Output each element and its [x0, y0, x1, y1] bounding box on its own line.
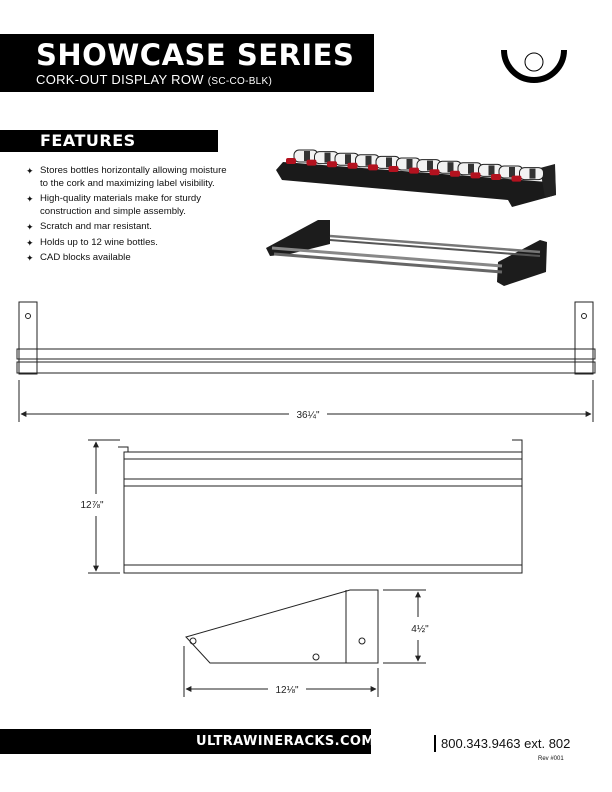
empty-rack-rail [330, 236, 540, 252]
top-view-rail [124, 452, 522, 459]
front-rail-bottom [17, 362, 595, 373]
mount-hole [26, 314, 31, 319]
page-title: SHOWCASE SERIES [36, 38, 355, 72]
feature-text-continued: to the cork and maximizing label visibility. [40, 177, 215, 189]
bottle-label [530, 169, 536, 179]
bottle-label [509, 167, 515, 177]
rack-with-bottles-image [276, 150, 556, 207]
bolt-hole [190, 638, 196, 644]
bullet-icon: ✦ [26, 222, 34, 232]
side-bracket-drawing [184, 590, 426, 697]
bottle-cork [471, 172, 481, 178]
bottle-cork [409, 168, 419, 174]
feature-text: Holds up to 12 wine bottles. [40, 236, 158, 248]
bottle-label [427, 161, 433, 171]
front-left-bracket [19, 302, 37, 374]
bottle-cork [389, 166, 399, 172]
front-rail-top [17, 349, 595, 359]
width-dimension-label: 36¼" [296, 410, 320, 421]
front-elevation-drawing [17, 302, 595, 422]
mount-hole [582, 314, 587, 319]
bottle-label [448, 162, 454, 172]
bullet-icon: ✦ [26, 253, 34, 263]
depth-dimension-label: 12⅞" [80, 500, 104, 511]
bottle-cork [491, 174, 501, 180]
feature-text: Scratch and mar resistant. [40, 221, 152, 232]
revision-label: Rev #001 [538, 756, 564, 762]
top-view-right-bracket [512, 440, 522, 452]
website-link[interactable]: ULTRAWINERACKS.COM [196, 734, 375, 749]
bottle-cork [286, 158, 296, 164]
bottle-label [304, 151, 310, 161]
bottle-label [386, 157, 392, 167]
bottle-label [325, 153, 331, 163]
top-view-rail [124, 565, 522, 573]
top-view-rail [124, 479, 522, 486]
feature-text: High-quality materials make for sturdy [40, 193, 202, 204]
product-name: CORK-OUT DISPLAY ROW [36, 72, 204, 87]
bottle-cork [348, 163, 358, 169]
bottle-cork [450, 171, 460, 177]
feature-text: Stores bottles horizontally allowing moisture [40, 165, 227, 176]
bullet-icon: ✦ [26, 194, 34, 204]
bracket-length-label: 12⅛" [275, 685, 299, 696]
bottle-cork [368, 164, 378, 170]
bottle-cork [430, 169, 440, 175]
bottle-label [366, 156, 372, 166]
feature-text-continued: construction and simple assembly. [40, 205, 186, 217]
bottle-label [468, 164, 474, 174]
bullet-icon: ✦ [26, 237, 34, 248]
empty-rack-image [266, 220, 547, 286]
top-view-drawing [88, 440, 522, 573]
side-bracket-outline [186, 590, 378, 663]
empty-rack-right-bracket [497, 240, 547, 286]
bottle-label [407, 159, 413, 169]
bottle-cork [512, 176, 522, 182]
front-right-bracket [575, 302, 593, 374]
bottle-label [345, 154, 351, 164]
phone-number: 800.343.9463 ext. 802 [441, 736, 571, 751]
product-code: (SC-CO-BLK) [207, 76, 273, 87]
bracket-height-label: 4½" [411, 624, 429, 635]
bottle-cork [327, 161, 337, 167]
top-view-left-bracket [118, 447, 128, 452]
divider [434, 735, 436, 752]
bottle-label [489, 165, 495, 175]
top-view-outline [124, 452, 522, 573]
feature-text: CAD blocks available [40, 252, 131, 263]
bolt-hole [359, 638, 365, 644]
bolt-hole [313, 654, 319, 660]
bullet-icon: ✦ [26, 166, 34, 176]
features-heading: FEATURES [40, 131, 136, 150]
bottle-cork [307, 160, 317, 166]
